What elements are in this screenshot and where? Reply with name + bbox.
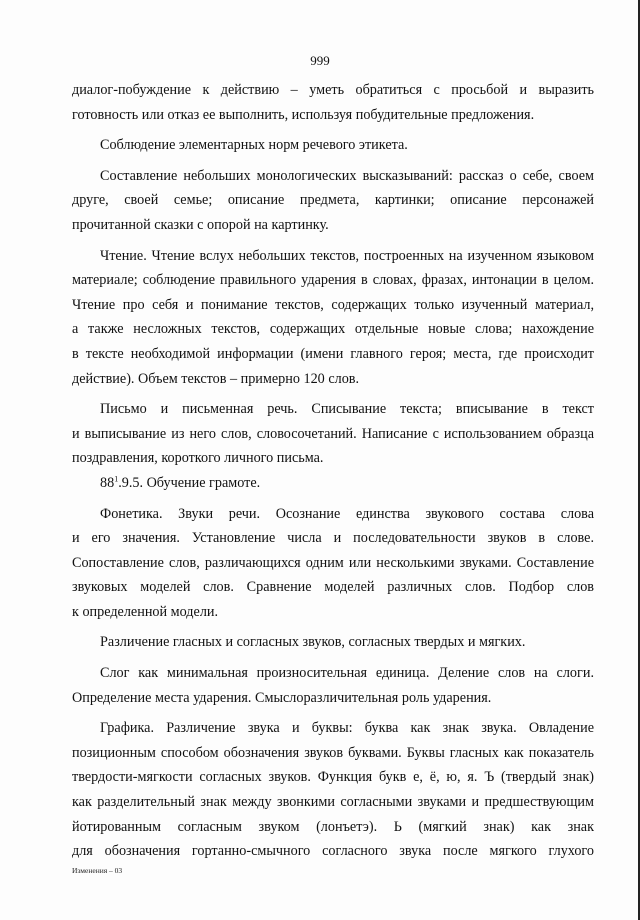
section-heading	[72, 471, 594, 496]
text-line: а также несложных текстов, содержащих отдельные новые слова; нахождение	[72, 321, 594, 338]
paragraph-start: Чтение. Чтение вслух небольших текстов, построенных на изученном языковом	[100, 247, 594, 264]
text-line: позиционным способом обозначения звуков буквами. Буквы гласных как показатель	[72, 744, 594, 761]
text-line: Сопоставление слов, различающихся одним или несколькими звуками. Составление	[72, 554, 594, 571]
paragraph-start: Письмо и письменная речь. Списывание текста; вписывание в текст	[100, 401, 594, 418]
body-text	[72, 78, 594, 864]
section-superscript: 1	[114, 474, 119, 484]
text-line: и его значения. Установление числа и последовательности звуков в слове.	[72, 530, 594, 547]
text-line: твердости-мягкости согласных звуков. Функция букв е, ё, ю, я. Ъ (твердый знак)	[72, 769, 594, 786]
text-line: готовность или отказ ее выполнить, используя побудительные предложения.	[72, 106, 535, 123]
footer-revision: Изменения – 03	[72, 866, 123, 875]
text-line: и выписывание из него слов, словосочетаний. Написание с использованием образца	[72, 425, 594, 442]
text-line: для обозначения гортанно-смычного согласного звука после мягкого глухого	[72, 843, 594, 860]
paragraph-start: Графика. Различение звука и буквы: буква как знак звука. Овладение	[100, 720, 594, 737]
text-line: действие). Объем текстов – примерно 120 слов.	[72, 370, 360, 387]
section-title: .9.5. Обучение грамоте.	[118, 474, 261, 491]
text-line: к определенной модели.	[72, 603, 219, 620]
paragraph-start: Составление небольших монологических высказываний: рассказ о себе, своем	[100, 167, 594, 184]
text-line: Чтение про себя и понимание текстов, содержащих только изученный материал,	[72, 296, 594, 313]
text-line: диалог-побуждение к действию – уметь обратиться с просьбой и выразить	[72, 82, 594, 98]
paragraph-start: Слог как минимальная произносительная единица. Деление слов на слоги.	[100, 665, 594, 682]
paragraph-start: Фонетика. Звуки речи. Осознание единства звукового состава слова	[100, 505, 594, 522]
text-line: друге, своей семье; описание предмета, картинки; описание персонажей	[72, 192, 594, 209]
section-number: 88	[100, 474, 115, 491]
text-line: как разделительный знак между звонкими согласными звуками и предшествующим	[72, 794, 594, 811]
text-line: поздравления, короткого личного письма.	[72, 450, 324, 467]
text-line: прочитанной сказки с опорой на картинку.	[72, 216, 329, 233]
paragraph-start: Различение гласных и согласных звуков, согласных твердых и мягких.	[100, 634, 526, 651]
text-line: материале; соблюдение правильного ударения в словах, фразах, интонации в целом.	[72, 272, 594, 289]
text-line: звуковых моделей слов. Сравнение моделей различных слов. Подбор слов	[72, 579, 594, 596]
text-line: в тексте необходимой информации (имени главного героя; места, где происходит	[72, 345, 594, 362]
text-line: Определение места ударения. Смыслоразличительная роль ударения.	[72, 689, 492, 706]
text-line: йотированным согласным звуком (лонъетэ). Ь (мягкий знак) как знак	[72, 818, 594, 835]
page-number: 999	[310, 53, 330, 68]
paragraph-start: Соблюдение элементарных норм речевого этикета.	[100, 137, 408, 154]
